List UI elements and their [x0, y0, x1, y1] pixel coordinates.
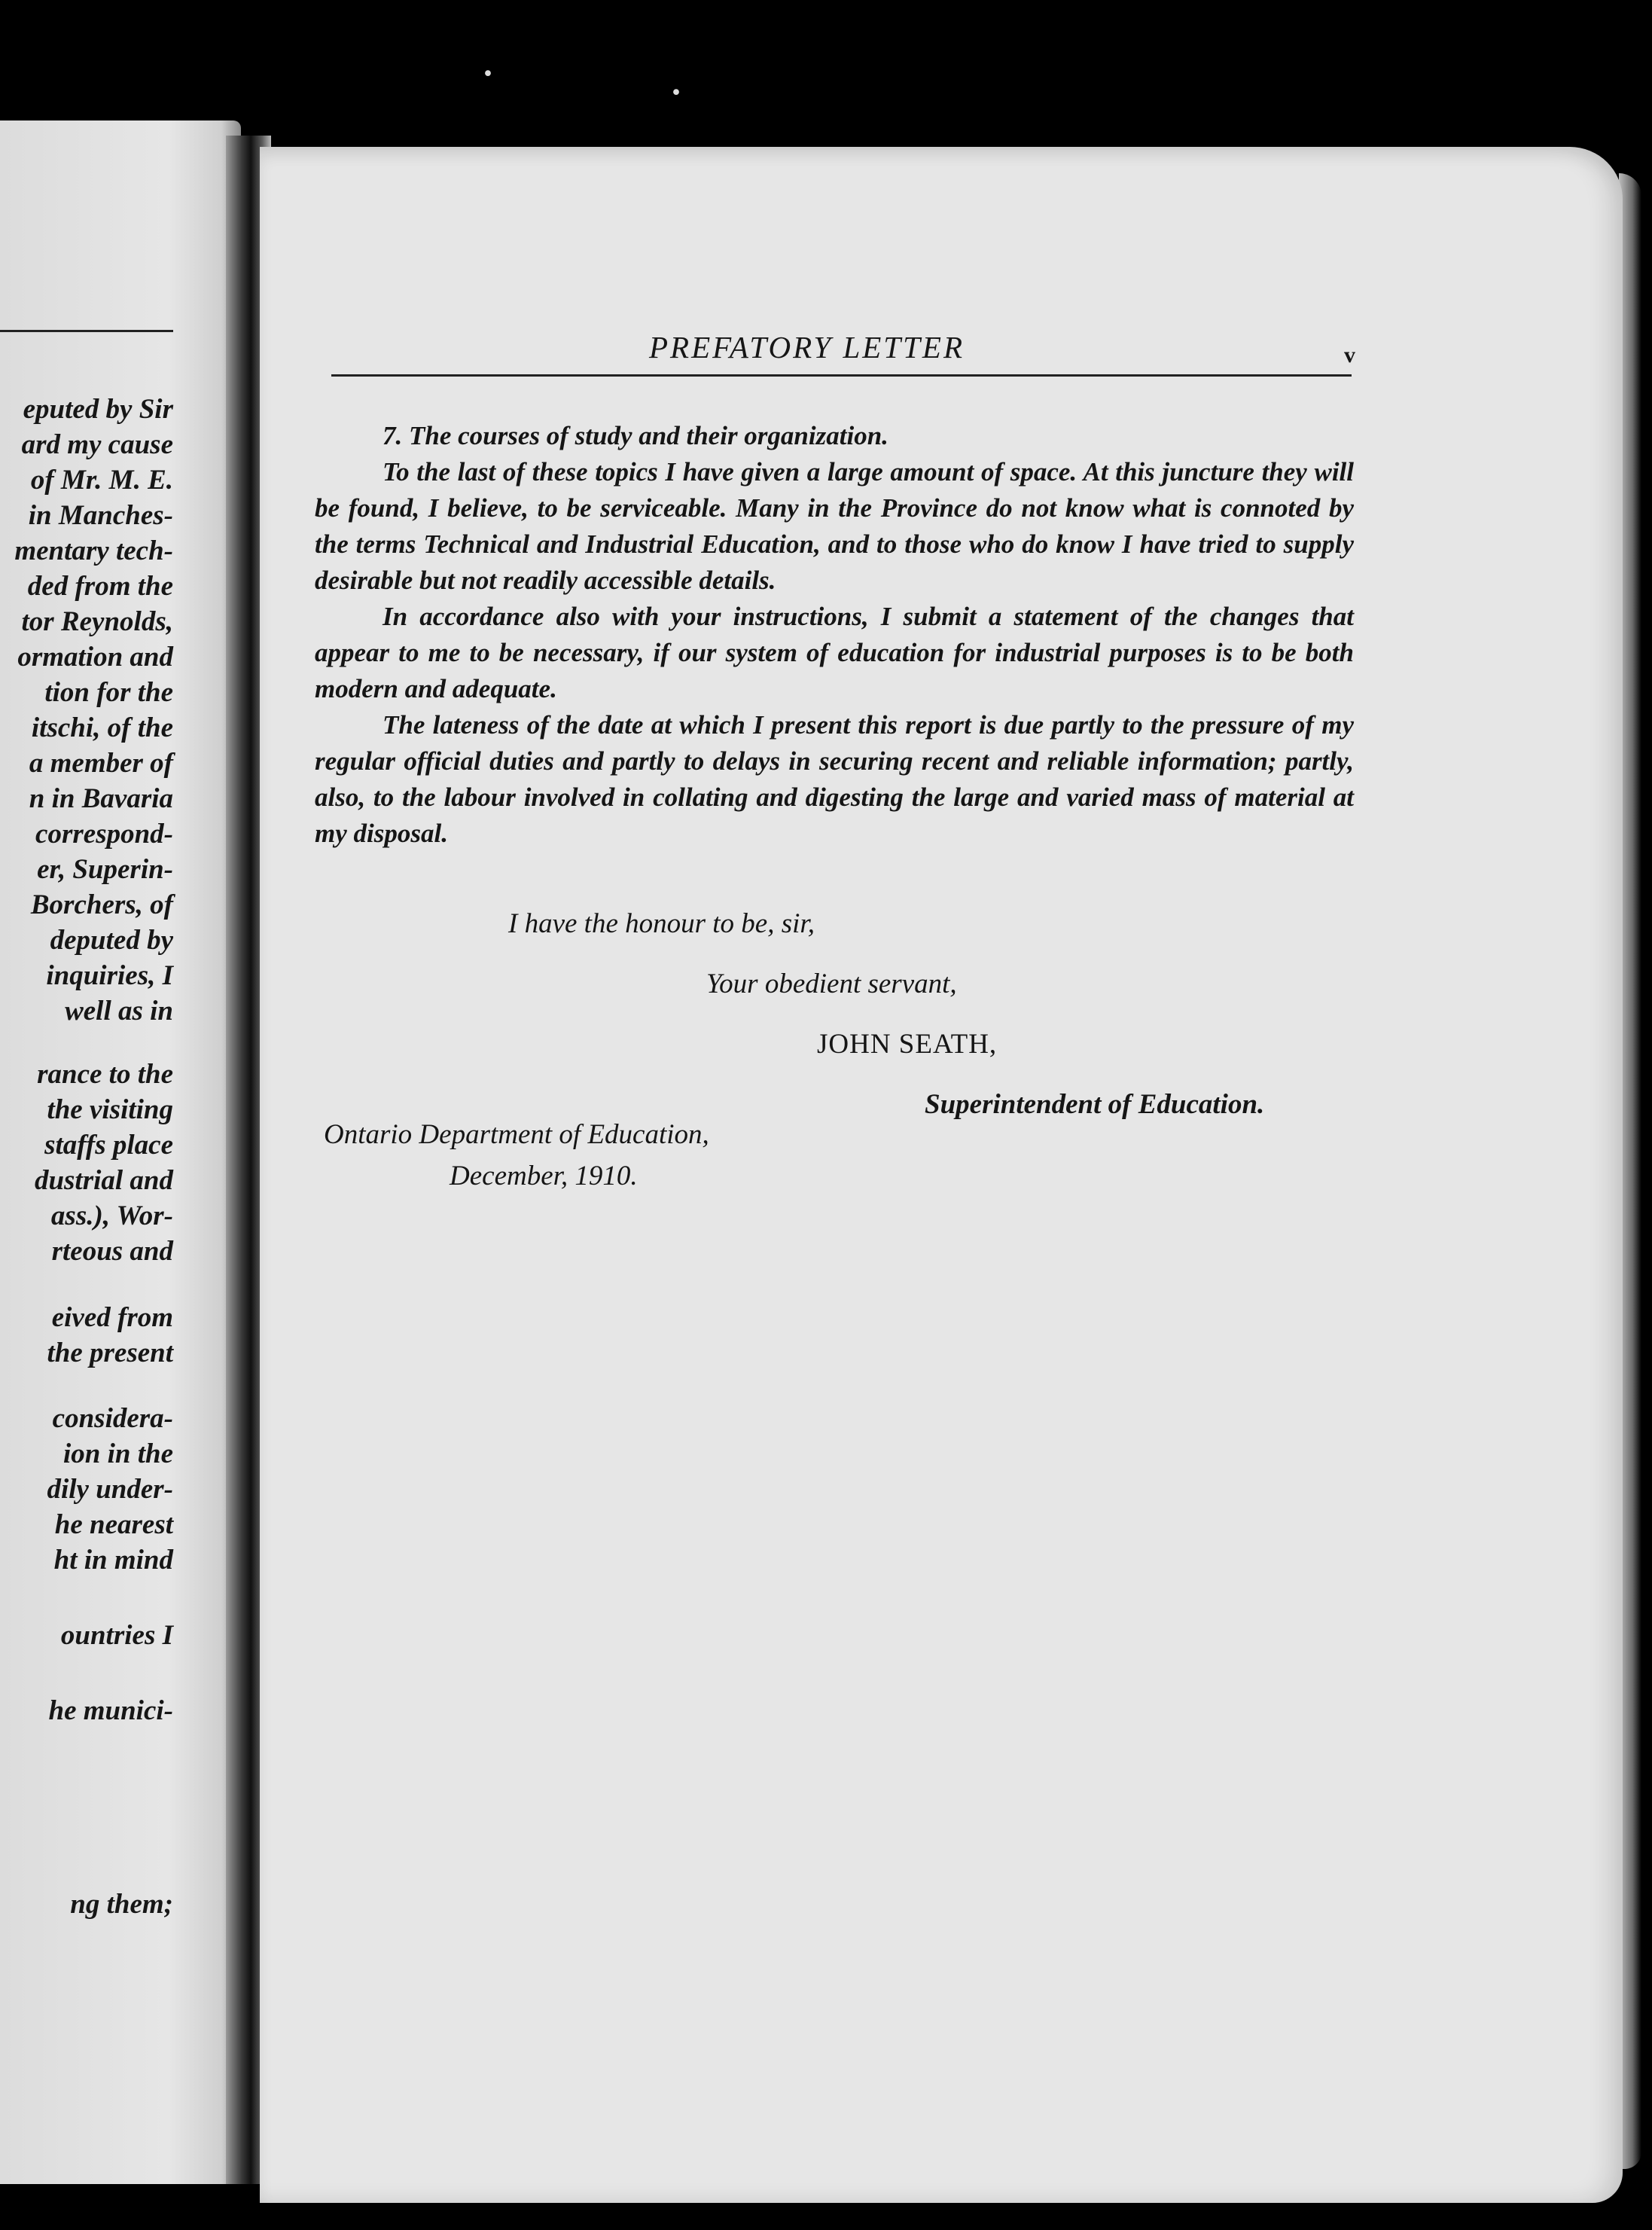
- left-page-line: correspond-: [35, 819, 173, 850]
- left-page-line: staffs place: [44, 1130, 173, 1161]
- left-page-line: considera-: [52, 1403, 173, 1434]
- paragraph: To the last of these topics I have given a large amount of space. At this juncture they will be found, I believe, to be serviceable. Many in the Province do not know what is connoted by the terms Technical and Industrial Education, and to those who do know I have tried to supply desirable but not readily accessible details.: [315, 457, 1354, 595]
- left-page-line: of Mr. M. E.: [30, 465, 173, 496]
- left-page-line: ormation and: [17, 642, 173, 673]
- paragraph: In accordance also with your instructions, I submit a statement of the changes that appear to me to be necessary, if our system of education for industrial purposes is to be both modern and adequate.: [315, 602, 1354, 703]
- left-page-line: itschi, of the: [31, 712, 173, 743]
- salutation: I have the honour to be, sir,: [508, 908, 815, 939]
- left-page-line: ded from the: [27, 571, 173, 602]
- left-page-line: he nearest: [54, 1509, 173, 1540]
- running-head: [331, 313, 1355, 373]
- left-page-rule: [0, 330, 173, 332]
- left-page-line: rteous and: [51, 1236, 173, 1267]
- left-page-line: deputed by: [50, 925, 173, 956]
- left-page-line: ng them;: [70, 1889, 173, 1920]
- header-rule: [331, 374, 1352, 377]
- scan-speck: ·: [670, 72, 683, 112]
- signature-name: JOHN SEATH,: [817, 1029, 998, 1060]
- letter-body: [315, 418, 1354, 852]
- left-page-line: inquiries, I: [46, 960, 173, 991]
- left-page-line: rance to the: [37, 1059, 173, 1090]
- paragraph: The lateness of the date at which I present this report is due partly to the pressure of my regular official duties and partly to delays in securing recent and reliable information; partly, also, to the labour involved in collating and digesting the large and varied mass of material at my disposal.: [315, 710, 1354, 848]
- left-page-line: well as in: [65, 996, 173, 1027]
- left-page-line: a member of: [29, 748, 173, 779]
- left-page-line: eived from: [51, 1302, 173, 1333]
- left-page-line: in Manches-: [28, 500, 173, 531]
- left-page-line: ht in mind: [53, 1545, 173, 1576]
- left-page-line: eputed by Sir: [23, 394, 173, 425]
- list-item-7: 7. The courses of study and their organization.: [383, 421, 888, 450]
- date-line: December, 1910.: [450, 1161, 638, 1191]
- place-line: Ontario Department of Education,: [324, 1119, 709, 1150]
- left-page-line: dily under-: [47, 1474, 173, 1505]
- left-page-line: ass.), Wor-: [50, 1200, 173, 1231]
- left-page: [0, 120, 241, 2184]
- left-page-line: mentary tech-: [14, 535, 173, 566]
- left-page-line: n in Bavaria: [29, 783, 173, 814]
- left-page-line: dustrial and: [34, 1165, 173, 1196]
- left-page-line: ion in the: [63, 1438, 173, 1469]
- scan-speck: ·: [482, 53, 495, 93]
- left-page-line: the visiting: [47, 1094, 173, 1125]
- valediction: Your obedient servant,: [706, 969, 957, 999]
- left-page-line: Borchers, of: [30, 889, 173, 920]
- left-page-line: the present: [47, 1338, 173, 1368]
- left-page-line: he munici-: [48, 1695, 173, 1726]
- signature-title: Superintendent of Education.: [925, 1089, 1265, 1120]
- left-page-line: tor Reynolds,: [21, 606, 173, 637]
- page-number: v: [1344, 343, 1355, 368]
- running-title: PREFATORY LETTER: [649, 330, 965, 365]
- left-page-line: ard my cause: [21, 429, 173, 460]
- left-page-line: tion for the: [44, 677, 173, 708]
- left-page-line: ountries I: [60, 1620, 173, 1651]
- left-page-line: er, Superin-: [37, 854, 173, 885]
